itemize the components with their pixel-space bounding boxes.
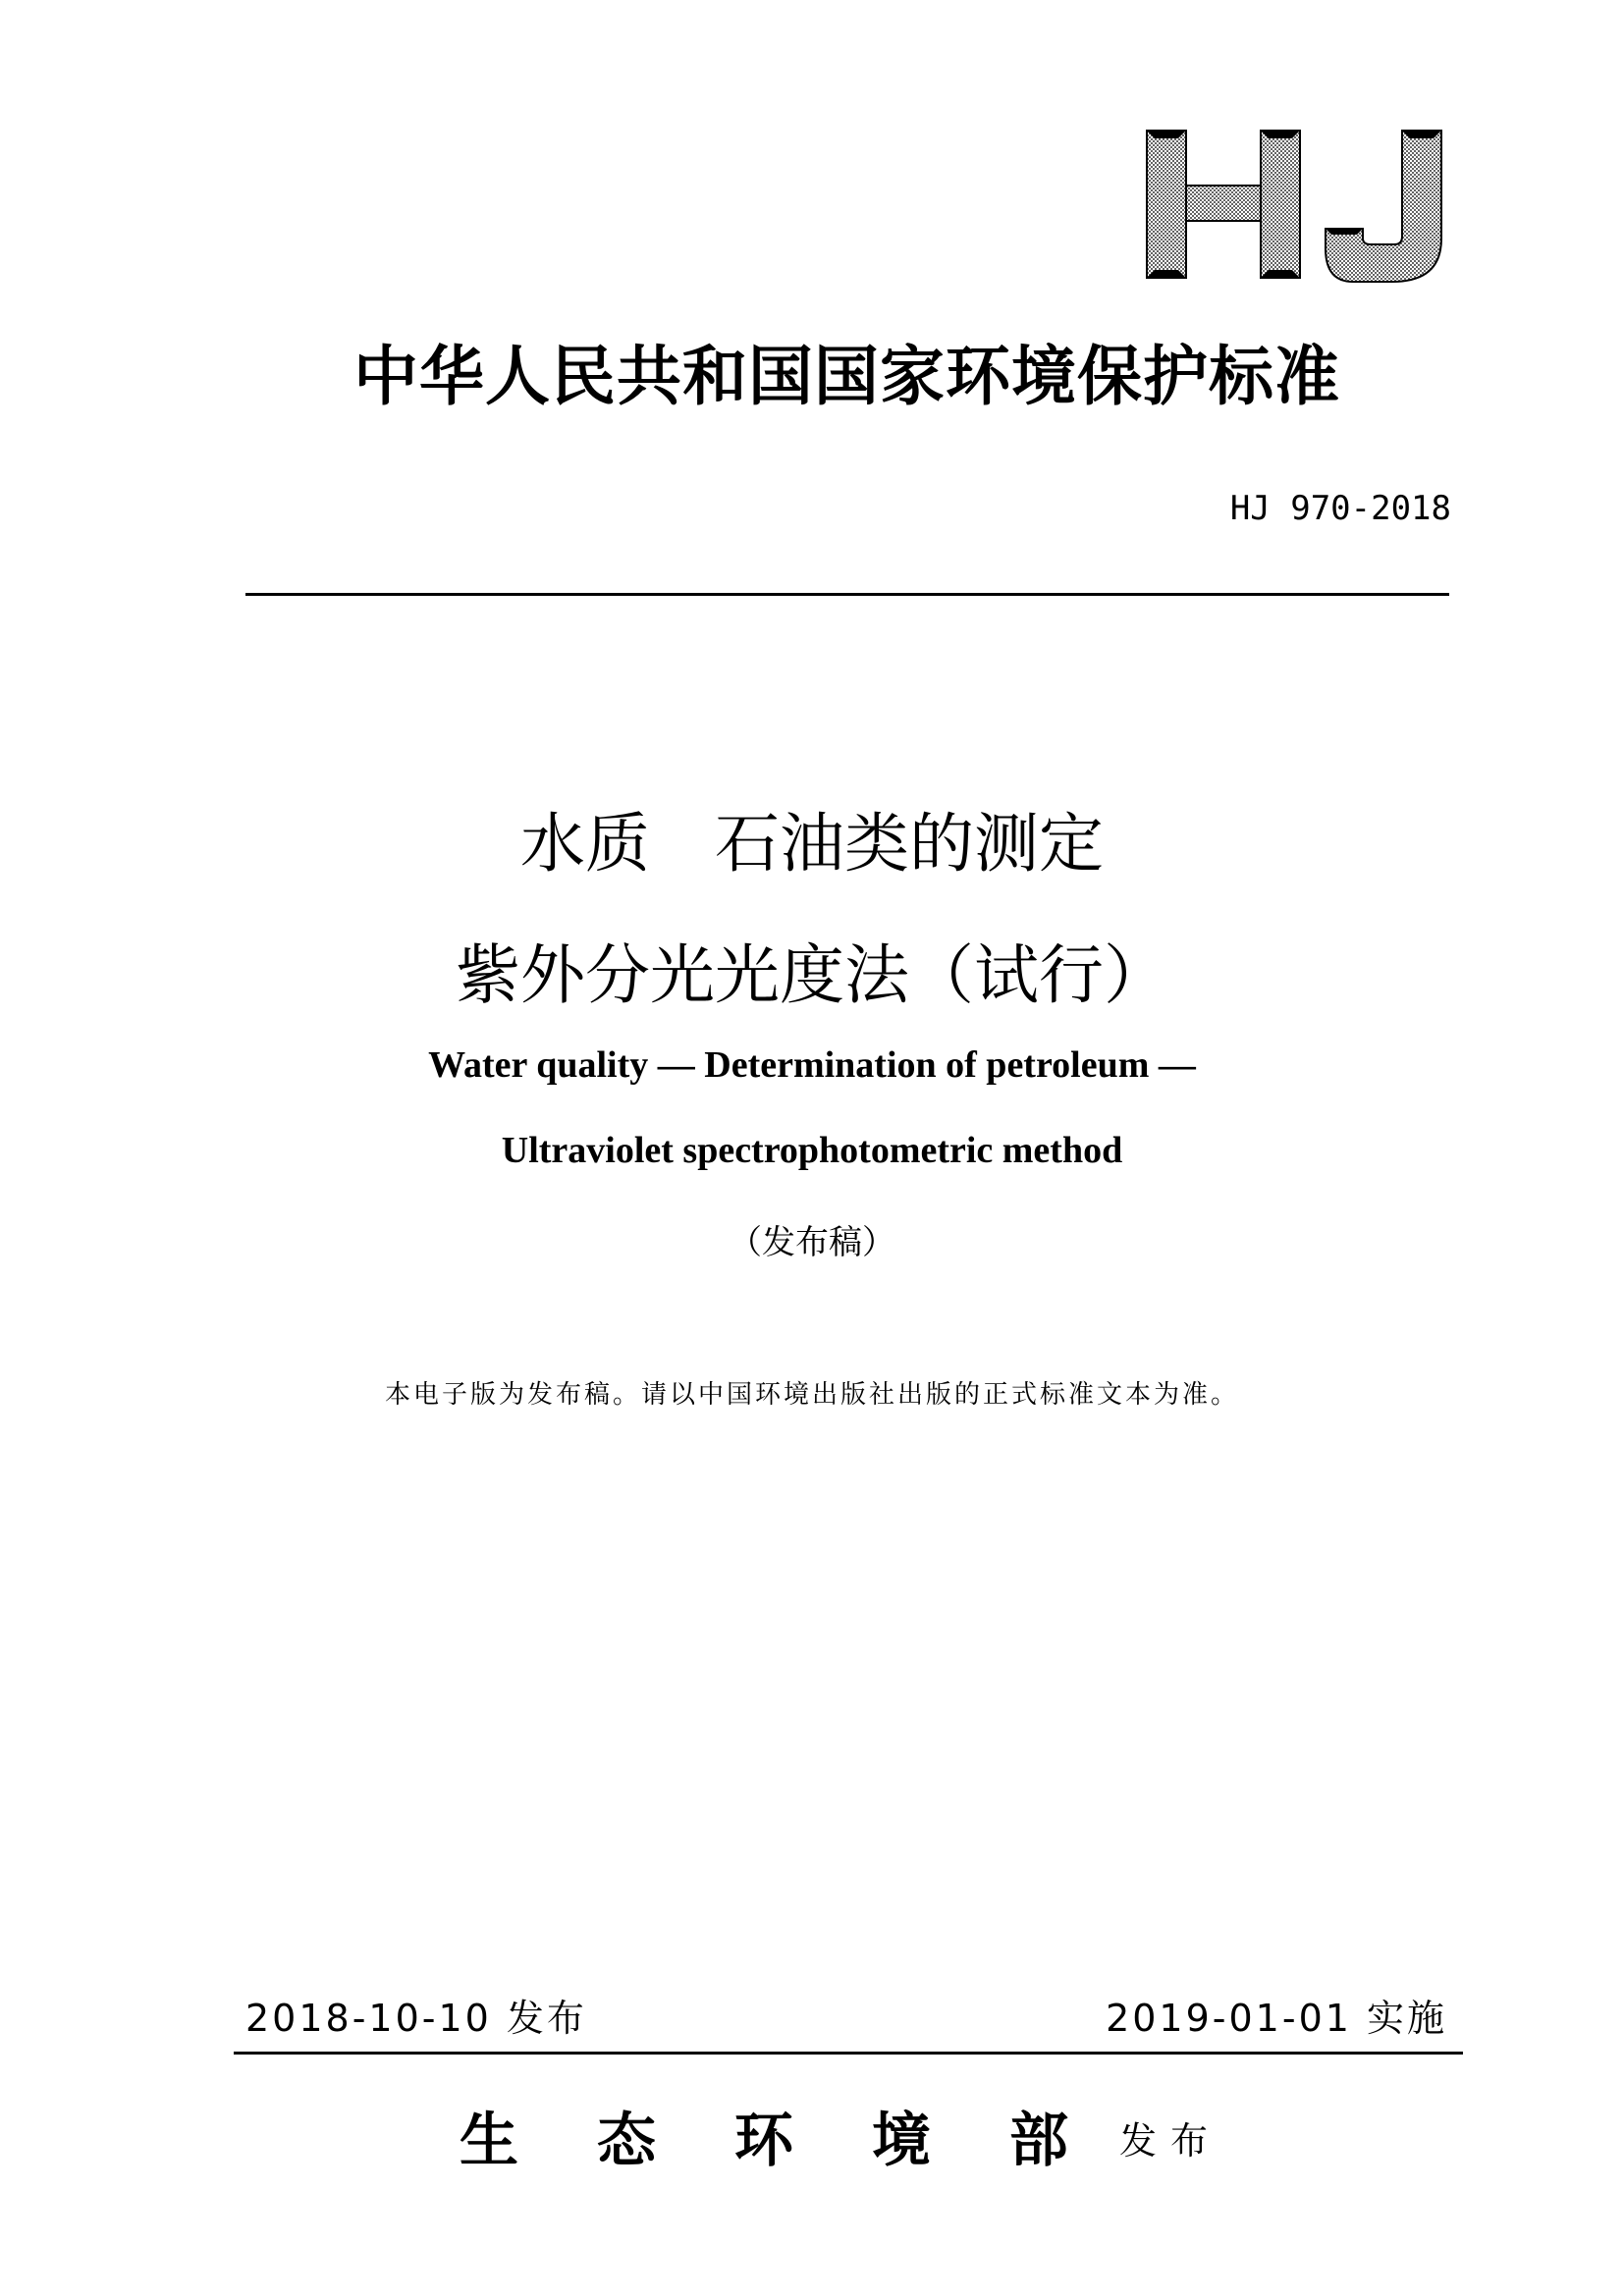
- title-english-line-1: Water quality — Determination of petroleum —: [428, 1044, 1196, 1086]
- issuing-authority: 生态环境部: [460, 2107, 1147, 2175]
- release-note: （发布稿）: [729, 1223, 895, 1262]
- hj-logo: [1139, 123, 1451, 285]
- effective-date: 2019-01-01 实施: [1106, 1997, 1447, 2040]
- disclaimer-text: 本电子版为发布稿。请以中国环境出版社出版的正式标准文本为准。: [384, 1380, 1239, 1410]
- issuer-suffix: 发布: [1119, 2119, 1222, 2163]
- publish-date: 2018-10-10 发布: [245, 1997, 587, 2040]
- standard-code: HJ 970-2018: [1229, 489, 1451, 528]
- title-chinese-line-2: 紫外分光光度法（试行）: [456, 937, 1168, 1013]
- title-chinese-line-1: 水质 石油类的测定: [520, 806, 1104, 881]
- footer-divider: [234, 2052, 1463, 2055]
- title-english-line-2: Ultraviolet spectrophotometric method: [501, 1130, 1123, 1171]
- standard-organization-title: 中华人民共和国国家环境保护标准: [353, 339, 1340, 414]
- header-divider: [245, 593, 1449, 596]
